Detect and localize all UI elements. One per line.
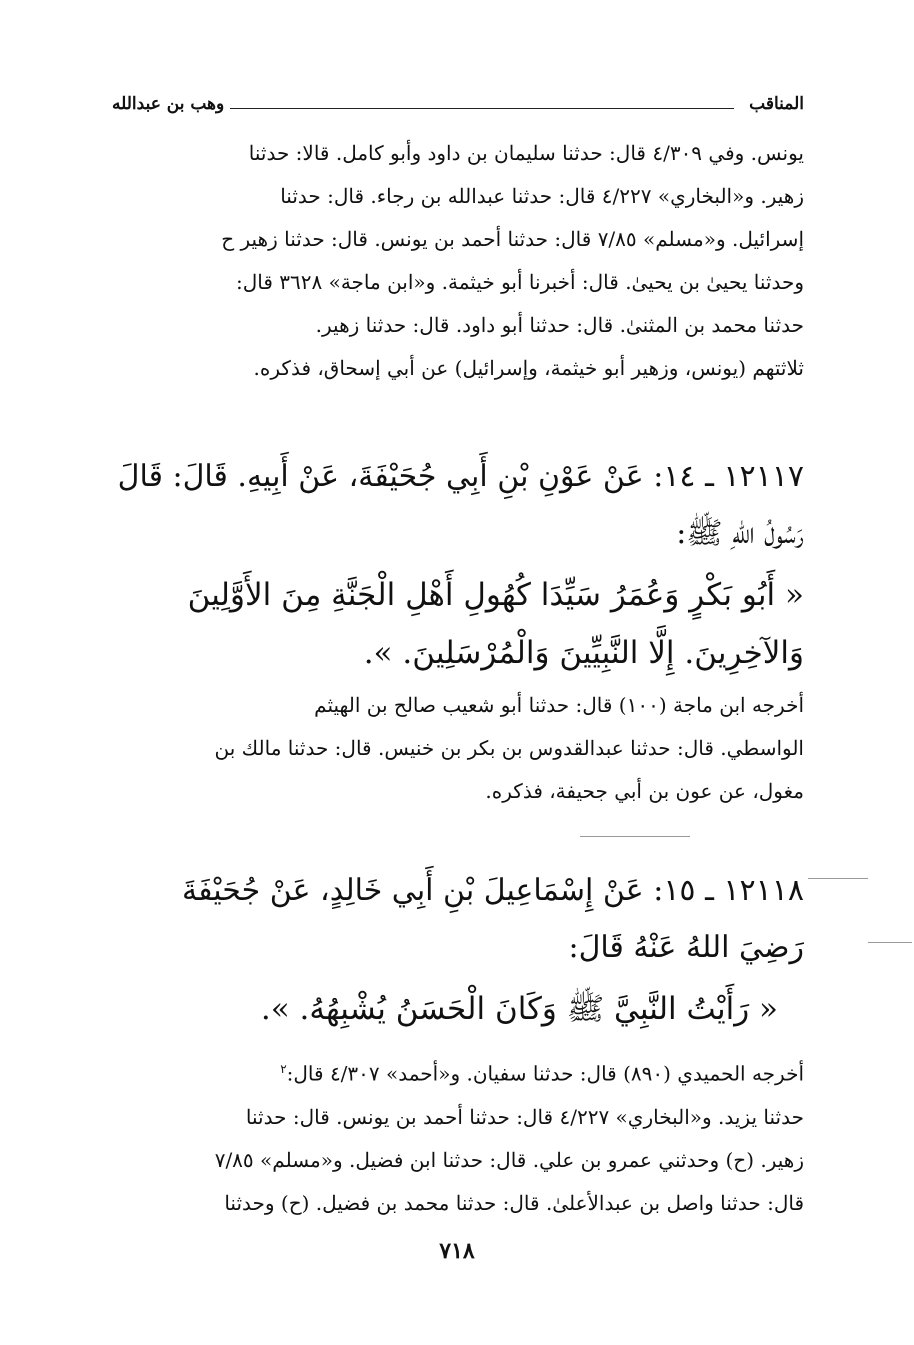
text-line: يونس. وفي ٤/٣٠٩ قال: حدثنا سليمان بن داود وأبو كامل. قالا: حدثنا bbox=[248, 141, 804, 165]
text-line: زهير. و«البخاري» ٤/٢٢٧ قال: حدثنا عبدالله بن رجاء. قال: حدثنا bbox=[280, 184, 804, 208]
header-rule bbox=[230, 108, 734, 109]
footnote-marker: ٢ bbox=[280, 1062, 287, 1076]
text-line: حدثنا يزيد. و«البخاري» ٤/٢٢٧ قال: حدثنا أحمد بن يونس. قال: حدثنا bbox=[245, 1104, 804, 1129]
text-line: ثلاثتهم (يونس، وزهير أبو خيثمة، وإسرائيل) عن أبي إسحاق، فذكره. bbox=[253, 356, 804, 380]
text-line: وحدثنا يحيىٰ بن يحيىٰ. قال: أخبرنا أبو خيثمة. و«ابن ماجة» ٣٦٢٨ قال: bbox=[235, 270, 804, 294]
hadith-heading-line: رَضِيَ اللهُ عَنْهُ قَالَ: bbox=[568, 930, 804, 965]
text-line: حدثنا محمد بن المثنىٰ. قال: حدثنا أبو داود. قال: حدثنا زهير. bbox=[315, 313, 804, 337]
hadith-heading-line: رَسُولُ اللهِ ﷺ: bbox=[676, 516, 804, 551]
text-line: الواسطي. قال: حدثنا عبدالقدوس بن بكر بن خنيس. قال: حدثنا مالك بن bbox=[214, 736, 804, 760]
page-number: ٧١٨ bbox=[439, 1238, 475, 1264]
paragraph-1 bbox=[104, 132, 804, 390]
running-header bbox=[112, 86, 804, 120]
hadith-12117-heading bbox=[104, 448, 804, 562]
hadith-12118-takhrij bbox=[104, 1048, 804, 1225]
narrator-title: وهب بن عبدالله bbox=[112, 94, 225, 114]
takhrij-line-text: أخرجه الحميدي (٨٩٠) قال: حدثنا سفيان. و«أحمد» ٤/٣٠٧ قال: bbox=[286, 1061, 804, 1086]
text-line bbox=[104, 1048, 804, 1096]
hadith-heading-line: ١٢١١٨ ـ ١٥: عَنْ إِسْمَاعِيلَ بْنِ أَبِي خَالِدٍ، عَنْ جُحَيْفَةَ bbox=[181, 873, 804, 908]
hadith-12118-quote bbox=[104, 980, 804, 1038]
text-line: إسرائيل. و«مسلم» ٧/٨٥ قال: حدثنا أحمد بن يونس. قال: حدثنا زهير ح bbox=[221, 227, 804, 251]
scan-line-mark bbox=[580, 836, 690, 837]
scan-line-mark bbox=[808, 878, 868, 879]
text-line: مغول، عن عون بن أبي جحيفة، فذكره. bbox=[485, 779, 804, 803]
hadith-heading-line: ١٢١١٧ ـ ١٤: عَنْ عَوْنِ بْنِ أَبِي جُحَيْفَةَ، عَنْ أَبِيهِ. قَالَ: قَالَ bbox=[117, 459, 804, 494]
hadith-12118-heading bbox=[104, 862, 804, 976]
hadith-quote-line: « أَبُو بَكْرٍ وَعُمَرُ سَيِّدَا كُهُولِ أَهْلِ الْجَنَّةِ مِنَ الأَوَّلِينَ bbox=[187, 577, 804, 613]
hadith-12117-takhrij bbox=[104, 684, 804, 813]
section-title: المناقب bbox=[749, 94, 804, 114]
text-line: قال: حدثنا واصل بن عبدالأعلىٰ. قال: حدثنا محمد بن فضيل. (ح) وحدثنا bbox=[224, 1190, 804, 1215]
hadith-12117-quote bbox=[104, 566, 804, 682]
text-line: زهير. (ح) وحدثني عمرو بن علي. قال: حدثنا ابن فضيل. و«مسلم» ٧/٨٥ bbox=[214, 1147, 804, 1172]
text-line: أخرجه ابن ماجة (١٠٠) قال: حدثنا أبو شعيب صالح بن الهيثم bbox=[314, 693, 804, 717]
scan-line-mark bbox=[868, 942, 912, 943]
hadith-quote-line: وَالآخِرِينَ. إِلَّا النَّبِيِّينَ وَالْمُرْسَلِينَ. ». bbox=[363, 635, 804, 671]
hadith-quote-line: « رَأَيْتُ النَّبِيَّ ﷺ وَكَانَ الْحَسَنُ يُشْبِهُهُ. ». bbox=[260, 991, 778, 1027]
